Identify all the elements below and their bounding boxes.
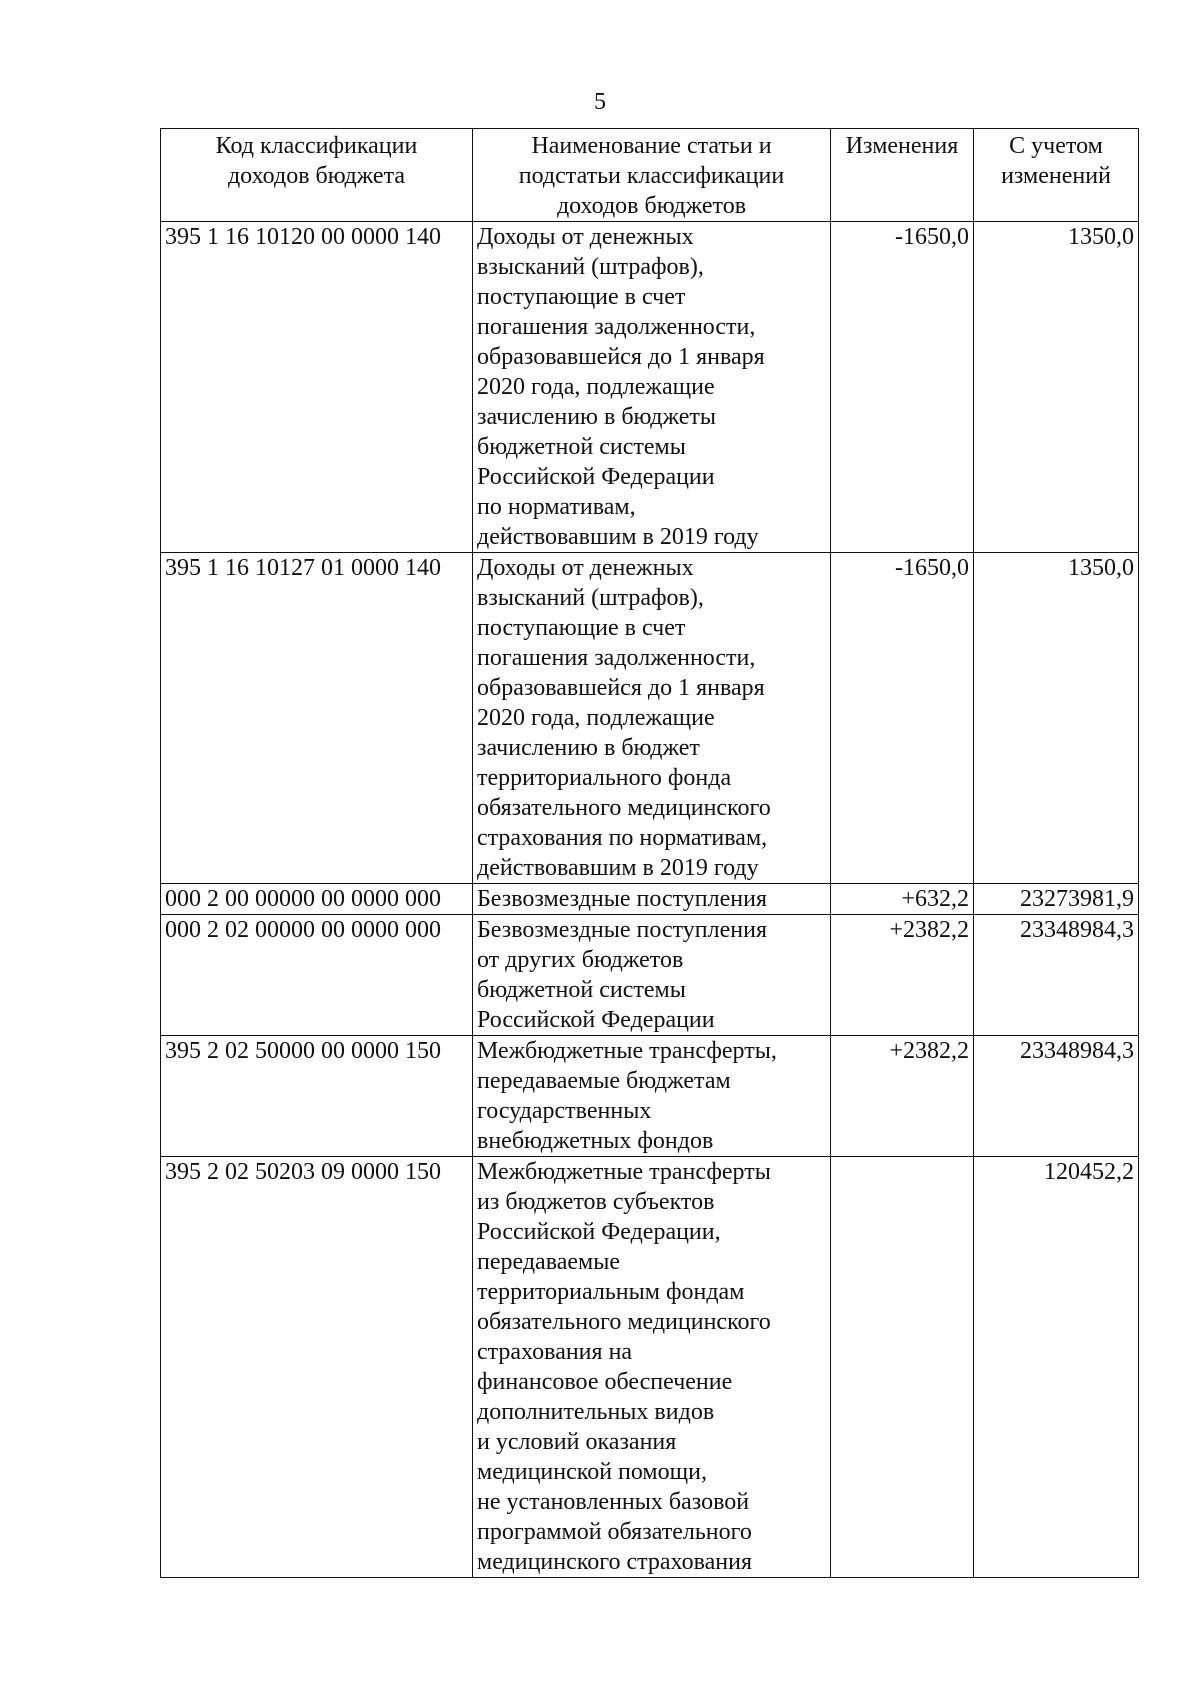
row-total: 1350,0 <box>974 553 1139 884</box>
header-total: С учетом изменений <box>974 129 1139 222</box>
row-change: +632,2 <box>831 884 974 915</box>
header-change: Изменения <box>831 129 974 222</box>
row-name: Межбюджетные трансферты из бюджетов субъектов Российской Федерации, передаваемые территориальным фондам обязательного медицинского страхования на финансовое обеспечение дополнительных видов и условий оказания медицинской помощи, не установленных базовой программой обязательного медицинского страхования <box>473 1157 831 1578</box>
row-total: 23348984,3 <box>974 1036 1139 1157</box>
row-change: -1650,0 <box>831 222 974 553</box>
table-row <box>161 222 1139 553</box>
row-code: 000 2 02 00000 00 0000 000 <box>161 915 473 1036</box>
row-change <box>831 1157 974 1578</box>
header-code: Код классификации доходов бюджета <box>161 129 473 222</box>
row-code: 395 2 02 50203 09 0000 150 <box>161 1157 473 1578</box>
row-total: 23273981,9 <box>974 884 1139 915</box>
row-name: Безвозмездные поступления от других бюджетов бюджетной системы Российской Федерации <box>473 915 831 1036</box>
row-code: 000 2 00 00000 00 0000 000 <box>161 884 473 915</box>
table-header-row <box>161 129 1139 222</box>
table-row <box>161 553 1139 884</box>
row-name: Доходы от денежных взысканий (штрафов), поступающие в счет погашения задолженности, образовавшейся до 1 января 2020 года, подлежащие зачислению в бюджеты бюджетной системы Российской Федерации по нормативам, действовавшим в 2019 году <box>473 222 831 553</box>
row-name: Доходы от денежных взысканий (штрафов), поступающие в счет погашения задолженности, образовавшейся до 1 января 2020 года, подлежащие зачислению в бюджет территориального фонда обязательного медицинского страхования по нормативам, действовавшим в 2019 году <box>473 553 831 884</box>
row-change: +2382,2 <box>831 1036 974 1157</box>
row-total: 1350,0 <box>974 222 1139 553</box>
row-name: Межбюджетные трансферты, передаваемые бюджетам государственных внебюджетных фондов <box>473 1036 831 1157</box>
row-total: 23348984,3 <box>974 915 1139 1036</box>
row-total: 120452,2 <box>974 1157 1139 1578</box>
row-code: 395 2 02 50000 00 0000 150 <box>161 1036 473 1157</box>
row-name: Безвозмездные поступления <box>473 884 831 915</box>
budget-revenue-table <box>160 128 1139 1578</box>
row-change: +2382,2 <box>831 915 974 1036</box>
row-code: 395 1 16 10120 00 0000 140 <box>161 222 473 553</box>
header-name: Наименование статьи и подстатьи классификации доходов бюджетов <box>473 129 831 222</box>
table-row <box>161 884 1139 915</box>
page-number: 5 <box>594 89 606 115</box>
table-row <box>161 1036 1139 1157</box>
row-change: -1650,0 <box>831 553 974 884</box>
table-row <box>161 1157 1139 1578</box>
table-row <box>161 915 1139 1036</box>
row-code: 395 1 16 10127 01 0000 140 <box>161 553 473 884</box>
